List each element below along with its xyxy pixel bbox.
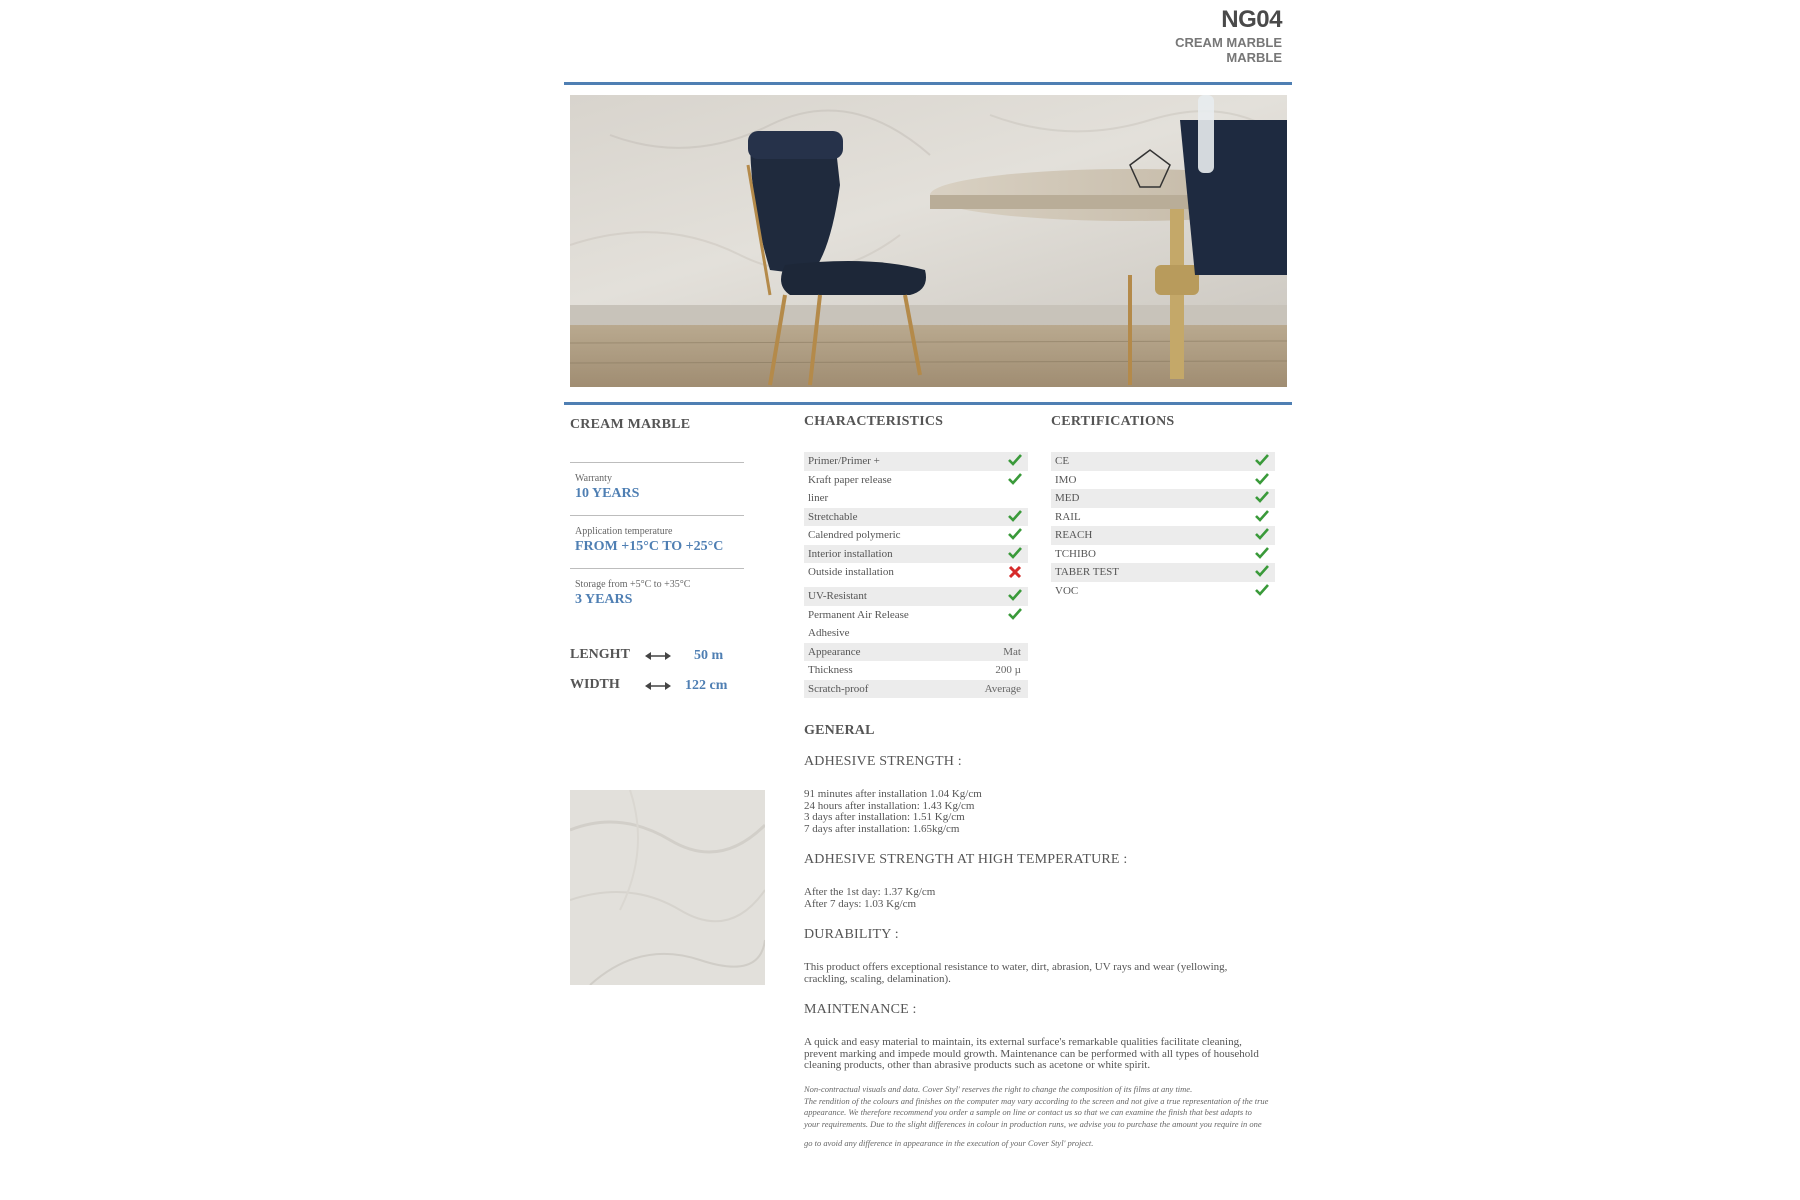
characteristics-row	[804, 563, 1028, 587]
application-temperature-block	[570, 515, 744, 567]
text-line: After the 1st day: 1.37 Kg/cm	[804, 886, 936, 898]
certifications-title: CERTIFICATIONS	[1051, 414, 1175, 429]
checkmark-icon	[1008, 526, 1022, 542]
warranty-block	[570, 462, 744, 514]
durability-title: DURABILITY :	[804, 927, 899, 942]
adhesive-strength-text	[804, 789, 982, 835]
text-line: After 7 days: 1.03 Kg/cm	[804, 897, 917, 910]
characteristics-row	[804, 545, 1028, 564]
width-label: WIDTH	[570, 677, 620, 692]
disclaimer-line: your requirements. Due to the slight differences in colour in production runs, we advise you to purchase the amount you require in one	[804, 1118, 1262, 1129]
certification-row	[1051, 545, 1275, 564]
width-row	[570, 677, 750, 699]
characteristics-label: Interior installation	[808, 547, 893, 560]
characteristics-table	[804, 452, 1028, 698]
characteristics-label: Thickness	[808, 664, 853, 676]
storage-block	[570, 568, 744, 620]
characteristics-row	[804, 452, 1028, 471]
warranty-label: Warranty	[575, 473, 612, 484]
characteristics-row	[804, 508, 1028, 527]
checkmark-icon	[1255, 489, 1269, 505]
characteristics-label: liner	[808, 492, 829, 504]
material-swatch	[570, 790, 765, 985]
checkmark-icon	[1008, 452, 1022, 468]
length-value: 50 m	[694, 648, 724, 663]
checkmark-icon	[1255, 545, 1269, 561]
text-line: cleaning products, other than abrasive products such as acetone or white spirit.	[804, 1059, 1151, 1071]
product-name-block	[1175, 35, 1282, 65]
characteristics-label: Scratch-proof	[808, 682, 869, 695]
disclaimer-line: go to avoid any difference in appearance in the execution of your Cover Styl' project.	[804, 1138, 1094, 1148]
characteristics-row	[804, 587, 1028, 606]
width-value: 122 cm	[685, 678, 728, 693]
characteristics-title: CHARACTERISTICS	[804, 414, 944, 429]
storage-value: 3 YEARS	[575, 592, 633, 607]
text-line: 7 days after installation: 1.65kg/cm	[804, 822, 960, 835]
text-line: 91 minutes after installation 1.04 Kg/cm	[804, 788, 982, 800]
storage-label: Storage from +5°C to +35°C	[575, 579, 691, 590]
characteristics-label: Calendred polymeric	[808, 529, 901, 541]
adhesive-strength-title: ADHESIVE STRENGTH :	[804, 754, 962, 769]
durability-text	[804, 962, 1227, 985]
text-line: 24 hours after installation: 1.43 Kg/cm	[804, 799, 975, 812]
certification-row	[1051, 489, 1275, 508]
checkmark-icon	[1255, 452, 1269, 468]
checkmark-icon	[1255, 563, 1269, 579]
hero-image	[570, 95, 1287, 387]
characteristics-row	[804, 606, 1028, 625]
characteristics-row	[804, 526, 1028, 545]
characteristics-label: Adhesive	[808, 627, 850, 639]
disclaimer-line: The rendition of the colours and finishes on the computer may vary according to the screen and not give a true representation of the true	[804, 1095, 1269, 1106]
characteristics-row	[804, 471, 1028, 490]
checkmark-icon	[1008, 508, 1022, 524]
product-name-line2: MARBLE	[1226, 50, 1282, 65]
certification-row	[1051, 526, 1275, 545]
certification-row	[1051, 452, 1275, 471]
certification-row	[1051, 563, 1275, 582]
section-divider	[564, 402, 1292, 405]
certification-label: CE	[1055, 455, 1070, 467]
characteristics-row	[804, 489, 1028, 508]
length-row	[570, 647, 750, 669]
high-temperature-text	[804, 887, 935, 910]
checkmark-icon	[1255, 471, 1269, 487]
header-divider	[564, 82, 1292, 85]
characteristics-label: Appearance	[808, 645, 861, 658]
characteristics-label: UV-Resistant	[808, 590, 867, 602]
checkmark-icon	[1255, 508, 1269, 524]
certification-label: REACH	[1055, 529, 1093, 541]
checkmark-icon	[1008, 606, 1022, 622]
characteristics-label: Kraft paper release	[808, 473, 892, 486]
certification-label: IMO	[1055, 473, 1077, 486]
high-temperature-title: ADHESIVE STRENGTH AT HIGH TEMPERATURE :	[804, 852, 1128, 867]
product-code: NG04	[1221, 6, 1282, 33]
marble-texture	[570, 790, 765, 985]
certifications-table	[1051, 452, 1275, 600]
characteristics-value: 200 µ	[995, 664, 1021, 676]
product-title: CREAM MARBLE	[570, 417, 691, 432]
characteristics-label: Stretchable	[808, 510, 858, 523]
checkmark-icon	[1008, 587, 1022, 603]
certification-row	[1051, 508, 1275, 527]
certification-row	[1051, 471, 1275, 490]
certification-row	[1051, 582, 1275, 601]
warranty-value: 10 YEARS	[575, 486, 640, 501]
characteristics-label: Primer/Primer +	[808, 455, 880, 467]
characteristics-row	[804, 661, 1028, 680]
double-arrow-icon	[645, 649, 671, 663]
cross-icon	[1008, 563, 1022, 579]
maintenance-title: MAINTENANCE :	[804, 1002, 917, 1017]
application-temperature-label: Application temperature	[575, 526, 673, 537]
disclaimer-line: appearance. We therefore recommend you order a sample on line or contact us so that we can examine the finish that best adapts to	[804, 1107, 1252, 1117]
checkmark-icon	[1255, 582, 1269, 598]
hero-illustration	[570, 95, 1287, 387]
characteristics-label: Outside installation	[808, 566, 894, 578]
certification-label: TCHIBO	[1055, 547, 1096, 560]
text-line: prevent marking and impede mould growth. Maintenance can be performed with all types of household	[804, 1047, 1259, 1060]
characteristics-value: Mat	[1003, 645, 1021, 658]
application-temperature-value: FROM +15°C TO +25°C	[575, 539, 724, 554]
text-line: A quick and easy material to maintain, its external surface's remarkable qualities facilitate cleaning,	[804, 1036, 1242, 1048]
text-line: 3 days after installation: 1.51 Kg/cm	[804, 811, 965, 823]
characteristics-row	[804, 624, 1028, 643]
checkmark-icon	[1008, 545, 1022, 561]
text-line: crackling, scaling, delamination).	[804, 972, 951, 985]
disclaimer	[804, 1084, 1294, 1150]
certification-label: TABER TEST	[1055, 566, 1120, 578]
characteristics-label: Permanent Air Release	[808, 608, 909, 621]
disclaimer-line: Non-contractual visuals and data. Cover Styl' reserves the right to change the composition of its films at any time.	[804, 1084, 1193, 1094]
product-name-line1: CREAM MARBLE	[1175, 35, 1282, 50]
certification-label: MED	[1055, 492, 1080, 504]
characteristics-value: Average	[984, 682, 1021, 695]
checkmark-icon	[1255, 526, 1269, 542]
general-title: GENERAL	[804, 723, 875, 738]
text-line: This product offers exceptional resistance to water, dirt, abrasion, UV rays and wear (yellowing,	[804, 961, 1228, 973]
certification-label: VOC	[1055, 584, 1079, 597]
length-label: LENGHT	[570, 647, 630, 662]
certification-label: RAIL	[1055, 510, 1081, 523]
double-arrow-icon	[645, 679, 671, 693]
characteristics-row	[804, 643, 1028, 662]
checkmark-icon	[1008, 471, 1022, 487]
characteristics-row	[804, 680, 1028, 699]
maintenance-text	[804, 1037, 1259, 1072]
